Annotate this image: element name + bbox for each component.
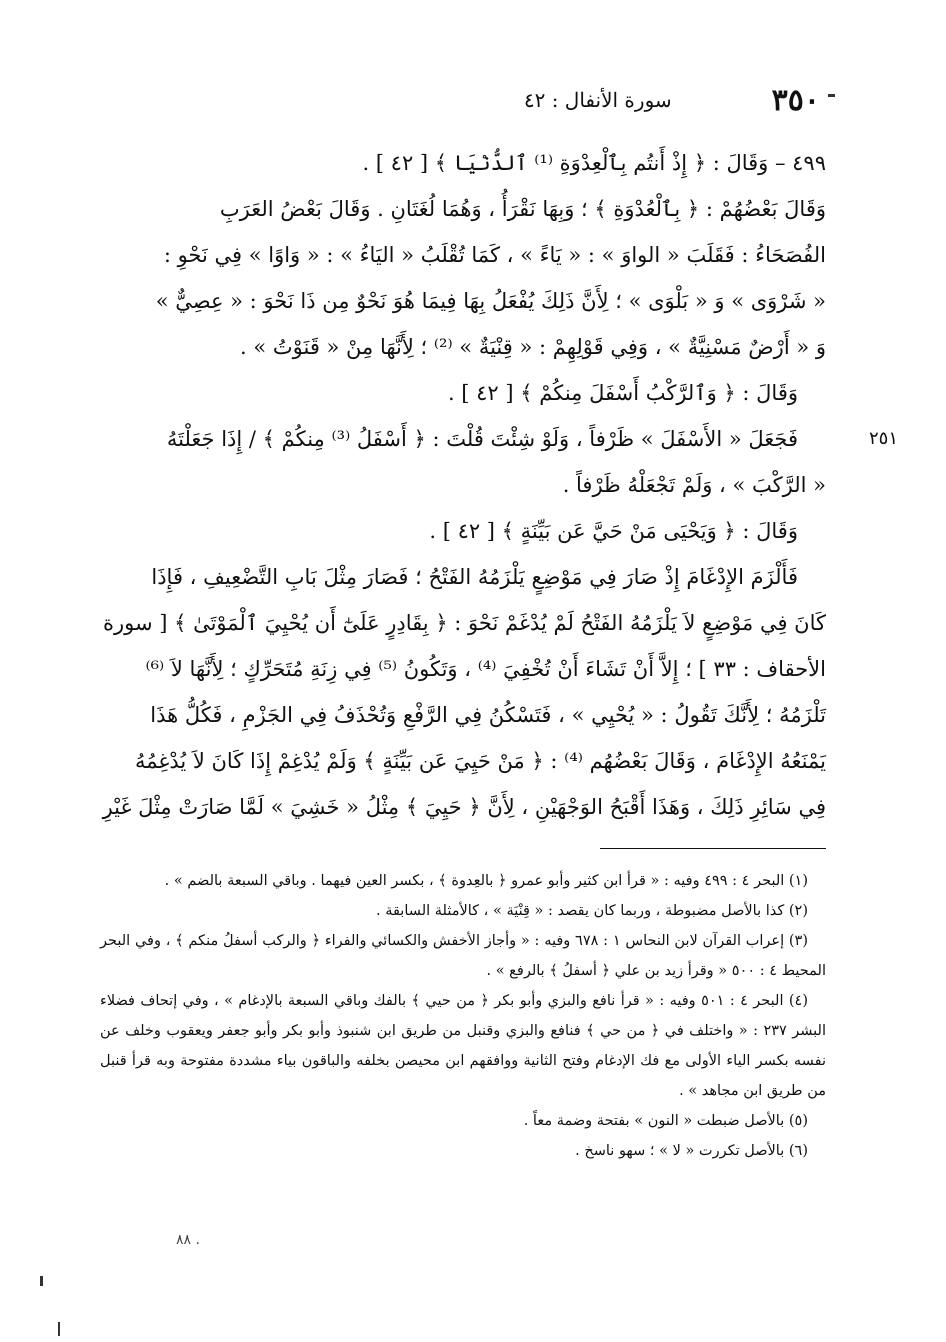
text-line: وَقَالَ بَعْضُهُمْ : ﴿ بِٱلْعُدْوَةِ ﴾ ؛ وَبِهَا نَقْرَأُ ، وَهُمَا لُغَتَانِ . وَقَالَ بَعْضُ العَرَبِ xyxy=(219,197,826,221)
scan-speck xyxy=(58,1322,60,1336)
main-text xyxy=(100,140,826,830)
page-header xyxy=(100,80,820,120)
text-line: « شَرْوَى » وَ « بَلْوَى » ؛ لِأَنَّ ذَلِكَ يُفْعَلُ بِهَا فِيمَا هُوَ نَحْوٌ مِن ذَا نَحْوَ : « عِصِيٌّ » xyxy=(155,289,826,313)
text-line: الفُصَحَاءُ : فَقَلَبَ « الواوَ » : « يَاءً » ، كَمَا تُقْلَبُ « اليَاءُ » : « وَاوًا » فِي نَحْوِ : xyxy=(163,243,826,267)
scan-speck xyxy=(828,94,835,97)
footnote: (١) البحر ٤ : ٤٩٩ وفيه : « قرأ ابن كثير وأبو عمرو ﴿ بالعِدوة ﴾ ، بكسر العين فيهما . وباقي السبعة بالضم » . xyxy=(164,873,808,889)
footnotes xyxy=(100,866,826,1166)
text-line: فَأَلْزَمَ الإِدْغَامَ إِذْ صَارَ فِي مَوْضِعٍ يَلْزَمُهُ الفَتْحُ ؛ فَصَارَ مِثْلَ بَابِ التَّضْعِيفِ ، فَإِذَا xyxy=(151,565,798,589)
text-line: فِي سَائِرِ ذَلِكَ ، وَهَذَا أَقْبَحُ الوَجْهَيْنِ ، لِأَنَّ ﴿ حَيِيَ ﴾ مِثْلُ « خَشِيَ » لَمَّا صَارَتْ مِثْلَ غَيْرِ xyxy=(102,795,826,819)
text-line: وَقَالَ : ﴿ وَيَحْيَى مَنْ حَيَّ عَن بَيِّنَةٍ ﴾ [ ٤٢ ] . xyxy=(429,519,798,543)
running-title: سورة الأنفال : ٤٢ xyxy=(523,88,672,112)
text-line: وَقَالَ : ﴿ وَٱلرَّكْبُ أَسْفَلَ مِنكُمْ ﴾ [ ٤٢ ] . xyxy=(447,381,798,405)
text-line: الأحقاف : ٣٣ ] ؛ إِلاَّ أَنْ تَشَاءَ أَنْ تُخْفِيَ ⁽⁴⁾ ، وَتَكُونُ ⁽⁵⁾ فِي زِنَةِ مُتَحَرِّكٍ ؛ لِأَنَّهَا لاَ ⁽⁶⁾ xyxy=(145,657,826,681)
bottom-mark: ٨٨ . xyxy=(176,1232,200,1248)
footnote: (٤) البحر ٤ : ٥٠١ وفيه : « قرأ نافع والبزي وأبو بكر ﴿ من حيي ﴾ بالفك وباقي السبعة بالإدغام » ، وفي إتحاف فضلاء البشر ٢٣٧ : « واختلف في ﴿ من حي ﴾ فنافع والبزي وقنبل من طريق ابن شنبوذ وأبو بكر وأبو جعفر ويعقوب وخلف عن نفسه بكسر الياء الأولى مع فك الإدغام وفتح الثانية ووافقهم ابن محيصن بخلفه والباقون بياء مشددة مفتوحة وبه قرأ قنبل من طريق ابن مجاهد » . xyxy=(100,993,827,1099)
text-line: « الرَّكْبَ » ، وَلَمْ تَجْعَلْهُ ظَرْفاً . xyxy=(562,473,826,497)
footnote-separator xyxy=(600,848,826,849)
text-line: يَمْنَعُهُ الإِدْغَامَ ، وَقَالَ بَعْضُهُم ⁽⁴⁾ : ﴿ مَنْ حَيِيَ عَن بَيِّنَةٍ ﴾ وَلَمْ يُدْغِمْ إِذَا كَانَ لاَ يُدْغِمُهُ xyxy=(134,749,826,773)
text-line: ٤٩٩ – وَقَالَ : ﴿ إِذْ أَنتُم بِٱلْعِدْوَةِ ⁽¹⁾ ٱلدُّنْيَا ﴾ [ ٤٢ ] . xyxy=(362,151,826,175)
scan-speck xyxy=(40,1276,43,1286)
margin-page-reference: ٢٥١ xyxy=(868,428,898,449)
footnote: (٦) بالأصل تكررت « لا » ؛ سهو ناسخ . xyxy=(575,1143,808,1159)
page-number: ٣٥٠ xyxy=(771,82,820,118)
text-line: تَلْزَمُهُ ؛ لِأَنَّكَ تَقُولُ : « يُحْيِي » ، فَتَسْكُنُ فِي الرَّفْعِ وَتُحْذَفُ فِي الجَزْمِ ، فَكُلُّ هَذَا xyxy=(150,703,826,727)
text-line: فَجَعَلَ « الأَسْفَلَ » ظَرْفاً ، وَلَوْ شِئْتَ قُلْتَ : ﴿ أَسْفَلُ ⁽³⁾ مِنكُمْ ﴾ / إِذَا جَعَلْتَهُ xyxy=(166,427,798,451)
text-line: كَانَ فِي مَوْضِعٍ لاَ يَلْزَمُهُ الفَتْحُ لَمْ يُدْغَمْ نَحْوَ : ﴿ بِقَادِرٍ عَلَىٰٓ أَن يُحْيِيَ ٱلْمَوْتَىٰ ﴾ [ سورة xyxy=(102,611,826,635)
text-line: وَ « أَرْضٌ مَسْنِيَّةٌ » ، وَفِي قَوْلِهِمْ : « قِنْيَةٌ » ⁽²⁾ ؛ لِأَنَّهَا مِنْ « قَنَوْتُ » . xyxy=(239,335,826,359)
footnote: (٣) إعراب القرآن لابن النحاس ١ : ٦٧٨ وفيه : « وأجاز الأخفش والكسائي والفراء ﴿ والركب أسفلُ منكم ﴾ ، وفي البحر المحيط ٤ : ٥٠٠ « وقرأ زيد بن علي ﴿ أسفلُ ﴾ بالرفع » . xyxy=(100,933,826,979)
footnote: (٢) كذا بالأصل مضبوطة ، وربما كان يقصد : « قِنْيَة » ، كالأمثلة السابقة . xyxy=(375,903,808,919)
footnote: (٥) بالأصل ضبطت « النون » بفتحة وضمة معاً . xyxy=(523,1113,808,1129)
